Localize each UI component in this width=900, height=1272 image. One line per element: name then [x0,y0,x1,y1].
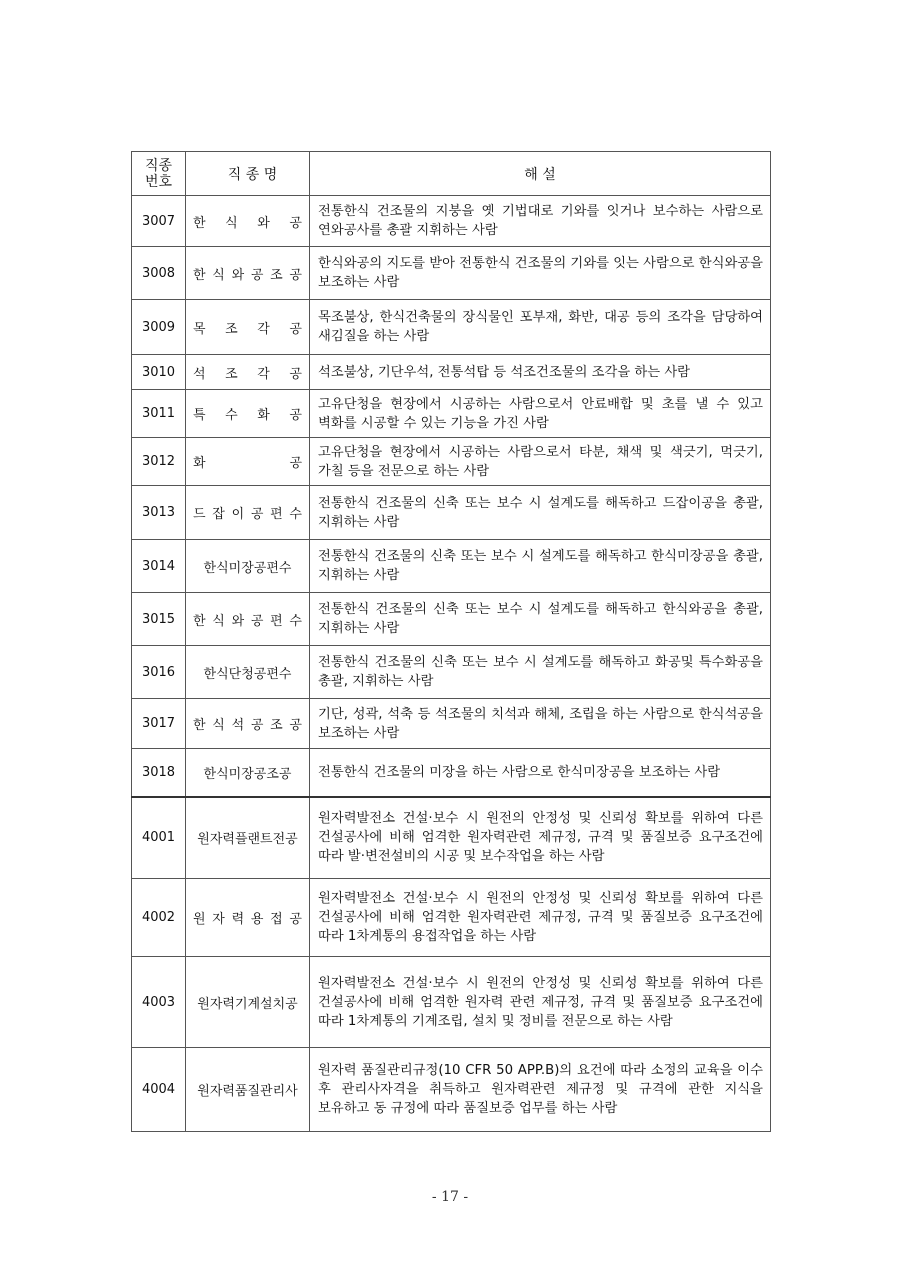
job-name [186,646,310,699]
job-name [186,749,310,797]
table-row [132,593,771,646]
job-code: 4001 [132,797,186,879]
job-description: 원자력발전소 건설·보수 시 원전의 안정성 및 신뢰성 확보를 위하여 다른 건설공사에 비해 엄격한 원자력관련 제규정, 규격 및 품질보증 요구조건에 따라 1차계통의 용접작업을 하는 사람 [310,879,771,957]
job-name [186,797,310,879]
job-name-text: 한식미장공편수 [203,560,292,576]
job-description: 고유단청을 현장에서 시공하는 사람으로서 타분, 채색 및 색긋기, 먹긋기, 가칠 등을 전문으로 하는 사람 [310,438,771,486]
job-description: 석조불상, 기단우석, 전통석탑 등 석조건조물의 조각을 하는 사람 [310,355,771,390]
table-row [132,390,771,438]
job-description: 전통한식 건조물의 신축 또는 보수 시 설계도를 해독하고 한식와공을 총괄, 지휘하는 사람 [310,593,771,646]
table-row [132,196,771,247]
job-name-text: 석 조 각 공 [193,366,302,382]
job-name-text: 한 식 와 공 [193,215,302,231]
job-code: 4003 [132,957,186,1048]
job-name [186,699,310,749]
job-name-text: 한 식 와 공 편 수 [193,613,302,629]
job-code: 3009 [132,300,186,355]
job-name [186,355,310,390]
job-code: 3010 [132,355,186,390]
job-name [186,300,310,355]
table-row [132,247,771,300]
job-description: 전통한식 건조물의 신축 또는 보수 시 설계도를 해독하고 화공및 특수화공을 총괄, 지휘하는 사람 [310,646,771,699]
job-name-text: 원자력플랜트전공 [197,832,298,848]
job-name [186,593,310,646]
job-description: 원자력발전소 건설·보수 시 원전의 안정성 및 신뢰성 확보를 위하여 다른 건설공사에 비해 엄격한 원자력 관련 제규정, 규격 및 품질보증 요구조건에 따라 1차계통의 기계조립, 설치 및 정비를 전문으로 하는 사람 [310,957,771,1048]
table-row [132,540,771,593]
job-name-text: 드 잡 이 공 편 수 [193,507,302,522]
job-code: 4004 [132,1048,186,1132]
job-description: 고유단청을 현장에서 시공하는 사람으로서 안료배합 및 초를 낼 수 있고 벽화를 시공할 수 있는 기능을 가진 사람 [310,390,771,438]
job-description: 전통한식 건조물의 미장을 하는 사람으로 한식미장공을 보조하는 사람 [310,749,771,797]
header-code [132,152,186,196]
job-description: 전통한식 건조물의 신축 또는 보수 시 설계도를 해독하고 드잡이공을 총괄, 지휘하는 사람 [310,486,771,540]
job-name [186,957,310,1048]
job-description: 한식와공의 지도를 받아 전통한식 건조물의 기와를 잇는 사람으로 한식와공을 보조하는 사람 [310,247,771,300]
table-header-row [132,152,771,196]
table-row [132,797,771,879]
job-classification-table [131,151,771,1132]
job-description: 원자력발전소 건설·보수 시 원전의 안정성 및 신뢰성 확보를 위하여 다른 건설공사에 비해 엄격한 원자력관련 제규정, 규격 및 품질보증 요구조건에 따라 발·변전설비의 시공 및 보수작업을 하는 사람 [310,797,771,879]
job-name-text: 원 자 력 용 접 공 [193,912,302,927]
job-code: 4002 [132,879,186,957]
table-row [132,300,771,355]
job-code: 3015 [132,593,186,646]
table-row [132,749,771,797]
job-code: 3013 [132,486,186,540]
job-name [186,390,310,438]
page-number: - 17 - [431,1189,469,1205]
job-name-text: 원자력품질관리사 [197,1084,298,1099]
job-code: 3011 [132,390,186,438]
job-name-text: 원자력기계설치공 [197,996,298,1012]
header-code-label: 직종 번호 [144,157,173,190]
job-name [186,247,310,300]
table-row [132,438,771,486]
job-code: 3008 [132,247,186,300]
job-description: 전통한식 건조물의 신축 또는 보수 시 설계도를 해독하고 한식미장공을 총괄, 지휘하는 사람 [310,540,771,593]
job-name-text: 한식단청공편수 [203,666,292,682]
job-code: 3016 [132,646,186,699]
header-description: 해 설 [310,152,771,196]
job-description: 전통한식 건조물의 지붕을 옛 기법대로 기와를 잇거나 보수하는 사람으로 연와공사를 총괄 지휘하는 사람 [310,196,771,247]
table-row [132,699,771,749]
header-name: 직 종 명 [186,152,310,196]
job-code: 3012 [132,438,186,486]
job-description: 목조불상, 한식건축물의 장식물인 포부재, 화반, 대공 등의 조각을 담당하여 새김질을 하는 사람 [310,300,771,355]
job-description: 원자력 품질관리규정(10 CFR 50 APP.B)의 요건에 따라 소정의 교육을 이수 후 관리사자격을 취득하고 원자력관련 제규정 및 규격에 관한 지식을 보유하고 동 규정에 따라 품질보증 업무를 하는 사람 [310,1048,771,1132]
job-description: 기단, 성곽, 석축 등 석조물의 치석과 해체, 조립을 하는 사람으로 한식석공을 보조하는 사람 [310,699,771,749]
job-code: 3017 [132,699,186,749]
table-row [132,486,771,540]
job-name [186,486,310,540]
job-code: 3018 [132,749,186,797]
job-name-text: 목 조 각 공 [193,321,302,337]
job-name [186,540,310,593]
table-row [132,1048,771,1132]
job-name-text: 특 수 화 공 [193,408,302,423]
table-row [132,879,771,957]
job-name [186,879,310,957]
table-row [132,355,771,390]
job-name-text: 한식미장공조공 [203,766,292,782]
job-name [186,196,310,247]
table-row [132,957,771,1048]
job-code: 3007 [132,196,186,247]
job-name [186,438,310,486]
job-name [186,1048,310,1132]
job-code: 3014 [132,540,186,593]
job-name-text: 화 공 [193,456,302,471]
job-name-text: 한 식 와 공 조 공 [193,267,302,283]
job-name-text: 한 식 석 공 조 공 [193,718,302,733]
table-row [132,646,771,699]
